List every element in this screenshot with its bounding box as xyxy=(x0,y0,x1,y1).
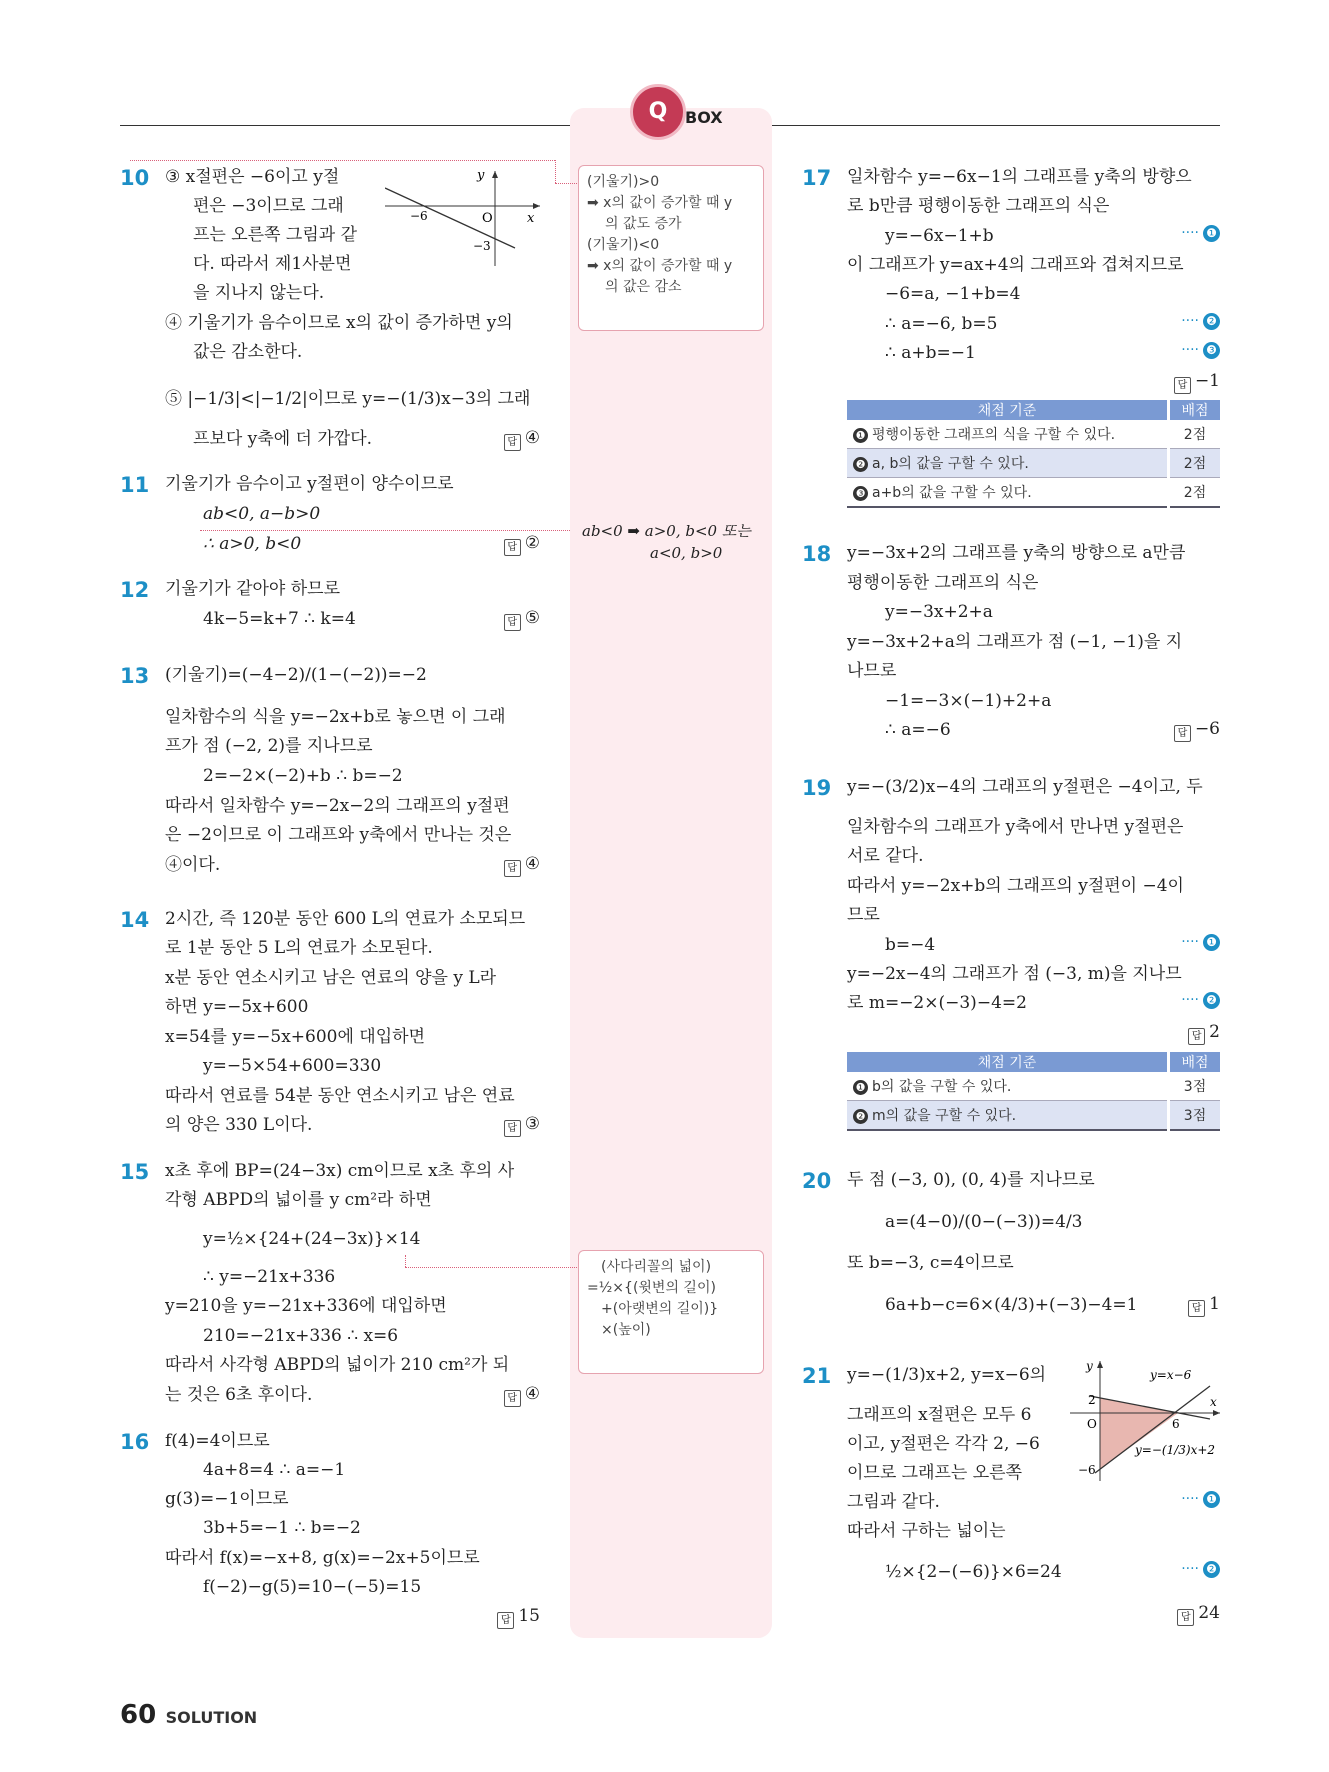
step-dots: ···· xyxy=(1181,1491,1199,1507)
answer-value: −6 xyxy=(1194,719,1220,739)
note-line: ➡ x의 값이 증가할 때 y xyxy=(587,258,733,274)
text-line: y=½×{24+(24−3x)}×14 xyxy=(203,1229,421,1249)
answer xyxy=(497,1606,540,1629)
step-circle: ❶ xyxy=(1203,1491,1220,1508)
origin-label: O xyxy=(1087,1417,1097,1431)
answer-icon: 답 xyxy=(1174,725,1191,742)
note-line: ab<0 ➡ a>0, b<0 또는 xyxy=(582,522,751,540)
text-line: x=54를 y=−5x+600에 대입하면 xyxy=(165,1027,425,1047)
note-line: (기울기)>0 xyxy=(587,174,660,190)
note-line: =½×{(윗변의 길이) xyxy=(587,1280,716,1296)
text-line: y=−2x−4의 그래프가 점 (−3, m)을 지나므 xyxy=(847,964,1182,984)
text-line: y=−3x+2의 그래프를 y축의 방향으로 a만큼 xyxy=(847,543,1186,563)
footer-brand: SOLUTION xyxy=(165,1708,258,1727)
problem-number: 21 xyxy=(802,1364,832,1388)
table-header: 채점 기준 xyxy=(847,400,1169,420)
text-line: 이고, y절편은 각각 2, −6 xyxy=(847,1434,1040,1454)
text-line: 다. 따라서 제1사분면 xyxy=(193,254,352,274)
answer-icon: 답 xyxy=(1177,1609,1194,1626)
axis-label-x: x xyxy=(527,211,535,226)
y-value-2: 2 xyxy=(1088,1393,1096,1407)
note-line: ×(높이) xyxy=(601,1322,651,1338)
text-line: 로 m=−2×(−3)−4=2 xyxy=(847,993,1027,1013)
qbox-note-trapezoid xyxy=(578,1250,764,1374)
text-line: 프보다 y축에 더 가깝다. xyxy=(193,429,373,449)
text-line: y=−3x+2+a xyxy=(885,602,993,622)
text-line: ④ 기울기가 음수이므로 x의 값이 증가하면 y의 xyxy=(165,313,513,333)
problem-number: 20 xyxy=(802,1169,832,1193)
answer xyxy=(1174,719,1220,742)
text-line: y=−5×54+600=330 xyxy=(203,1056,382,1076)
problem-number: 15 xyxy=(120,1160,150,1184)
answer xyxy=(504,428,540,451)
step-circle: ❷ xyxy=(1203,992,1220,1009)
note-line: a<0, b>0 xyxy=(650,544,723,562)
criterion-marker: ❸ xyxy=(853,486,868,501)
text-line: 따라서 연료를 54분 동안 연소시키고 남은 연료 xyxy=(165,1086,515,1106)
step-circle: ❷ xyxy=(1203,313,1220,330)
step-dots: ···· xyxy=(1181,342,1199,358)
step-marker xyxy=(1181,934,1220,951)
step-circle: ❸ xyxy=(1203,342,1220,359)
step-dots: ···· xyxy=(1181,992,1199,1008)
answer-value: 2 xyxy=(1209,1022,1220,1042)
note-line: +(아랫변의 길이)} xyxy=(601,1301,719,1317)
answer xyxy=(1188,1022,1220,1045)
connector xyxy=(130,160,555,161)
answer-value: ③ xyxy=(524,1114,540,1134)
scoring-table-19 xyxy=(847,1052,1220,1131)
points: 2점 xyxy=(1169,449,1221,478)
criterion-marker: ❷ xyxy=(853,1109,868,1124)
text-line: ⑤ |−1/3|<|−1/2|이므로 y=−(1/3)x−3의 그래 xyxy=(165,389,531,409)
problem-number: 18 xyxy=(802,542,832,566)
criterion xyxy=(847,420,1169,449)
problem-number: 14 xyxy=(120,908,150,932)
step-circle: ❶ xyxy=(1203,934,1220,951)
text-line: 따라서 구하는 넓이는 xyxy=(847,1521,1006,1541)
text-line: 따라서 일차함수 y=−2x−2의 그래프의 y절편 xyxy=(165,796,510,816)
step-marker xyxy=(1181,1561,1220,1578)
text-line: ∴ a=−6 xyxy=(885,720,951,740)
text-line: ∴ y=−21x+336 xyxy=(203,1267,336,1287)
text-line: ∴ a+b=−1 xyxy=(885,343,976,363)
text-line: y=−3x+2+a의 그래프가 점 (−1, −1)을 지 xyxy=(847,632,1183,652)
text-line: 두 점 (−3, 0), (0, 4)를 지나므로 xyxy=(847,1170,1095,1190)
text-line: 따라서 사각형 ABPD의 넓이가 210 cm²가 되 xyxy=(165,1355,510,1375)
text-line: 는 것은 6초 후이다. xyxy=(165,1385,313,1405)
answer-value: ④ xyxy=(524,1384,540,1404)
text-line: 일차함수의 그래프가 y축에서 만나면 y절편은 xyxy=(847,817,1184,837)
problem-number: 11 xyxy=(120,473,150,497)
note-line: (사다리꼴의 넓이) xyxy=(601,1259,712,1275)
x-intercept-label: −6 xyxy=(410,209,428,223)
step-dots: ···· xyxy=(1181,225,1199,241)
text-line: g(3)=−1이므로 xyxy=(165,1489,289,1509)
connector xyxy=(555,160,556,183)
text-line: 이 그래프가 y=ax+4의 그래프와 겹쳐지므로 xyxy=(847,255,1184,275)
qbox-note-sign xyxy=(582,520,751,564)
y-value-neg6: −6 xyxy=(1078,1463,1096,1477)
y-intercept-label: −3 xyxy=(473,239,491,253)
answer-icon: 답 xyxy=(1188,1028,1205,1045)
step-dots: ···· xyxy=(1181,934,1199,950)
scoring-table-17 xyxy=(847,400,1220,508)
text-line: 로 1분 동안 5 L의 연료가 소모된다. xyxy=(165,938,433,958)
connector xyxy=(555,183,577,184)
text-line: 평행이동한 그래프의 식은 xyxy=(847,573,1039,593)
graph-10 xyxy=(385,166,540,266)
line-label-2: y=−(1/3)x+2 xyxy=(1135,1443,1216,1457)
text-line: 3b+5=−1 ∴ b=−2 xyxy=(203,1518,361,1538)
text-line: 나므로 xyxy=(847,661,897,681)
text-line: 프가 점 (−2, 2)를 지나므로 xyxy=(165,736,373,756)
text-line: f(4)=4이므로 xyxy=(165,1431,270,1451)
answer-icon: 답 xyxy=(1174,377,1191,394)
text-line: 프는 오른쪽 그림과 같 xyxy=(193,225,358,245)
text-line: ab<0, a−b>0 xyxy=(203,504,321,524)
problem-number: 19 xyxy=(802,776,832,800)
answer-value: 24 xyxy=(1198,1603,1220,1623)
table-header: 채점 기준 xyxy=(847,1052,1169,1072)
qbox-label: BOX xyxy=(685,108,723,127)
criterion xyxy=(847,1072,1169,1101)
problem-number: 16 xyxy=(120,1430,150,1454)
text-line: 므로 xyxy=(847,905,880,925)
answer-value: 1 xyxy=(1209,1294,1220,1314)
answer-value: ④ xyxy=(524,854,540,874)
text-line: 로 b만큼 평행이동한 그래프의 식은 xyxy=(847,196,1110,216)
text-line: 하면 y=−5x+600 xyxy=(165,997,309,1017)
text-line: 기울기가 같아야 하므로 xyxy=(165,579,341,599)
line-label-1: y=x−6 xyxy=(1150,1368,1192,1382)
answer-icon: 답 xyxy=(497,1612,514,1629)
criterion-text: 평행이동한 그래프의 식을 구할 수 있다. xyxy=(872,427,1116,443)
text-line: ④이다. xyxy=(165,855,221,875)
answer-value: −1 xyxy=(1194,371,1220,391)
text-line: 또 b=−3, c=4이므로 xyxy=(847,1253,1014,1273)
text-line: 일차함수의 식을 y=−2x+b로 놓으면 이 그래 xyxy=(165,707,506,727)
step-marker xyxy=(1181,313,1220,330)
answer xyxy=(1174,371,1220,394)
answer-icon: 답 xyxy=(504,1390,521,1407)
text-line: a=(4−0)/(0−(−3))=4/3 xyxy=(885,1212,1083,1232)
text-line: 4k−5=k+7 ∴ k=4 xyxy=(203,609,356,629)
note-line: (기울기)<0 xyxy=(587,237,660,253)
answer-icon: 답 xyxy=(504,614,521,631)
criterion-text: a+b의 값을 구할 수 있다. xyxy=(872,485,1032,501)
points: 3점 xyxy=(1169,1072,1221,1101)
text-line: y=−6x−1+b xyxy=(885,226,994,246)
axis-label-y: y xyxy=(477,168,485,183)
step-marker xyxy=(1181,1491,1220,1508)
text-line: 2시간, 즉 120분 동안 600 L의 연료가 소모되므 xyxy=(165,909,526,929)
text-line: 2=−2×(−2)+b ∴ b=−2 xyxy=(203,766,403,786)
axis-label-x: x xyxy=(1210,1395,1217,1409)
page-footer xyxy=(120,1700,257,1730)
note-line: 의 값도 증가 xyxy=(605,216,682,232)
text-line: ½×{2−(−6)}×6=24 xyxy=(885,1562,1062,1582)
text-line: 그림과 같다. xyxy=(847,1492,940,1512)
criterion-text: a, b의 값을 구할 수 있다. xyxy=(872,456,1029,472)
problem-number: 17 xyxy=(802,166,832,190)
criterion xyxy=(847,449,1169,478)
step-dots: ···· xyxy=(1181,1561,1199,1577)
note-line: 의 값은 감소 xyxy=(605,279,682,295)
step-marker xyxy=(1181,342,1220,359)
text-line: 6a+b−c=6×(4/3)+(−3)−4=1 xyxy=(885,1295,1138,1315)
text-line: 4a+8=4 ∴ a=−1 xyxy=(203,1460,346,1480)
text-line: 을 지나지 않는다. xyxy=(193,283,325,303)
criterion-marker: ❶ xyxy=(853,1080,868,1095)
qbox-icon: Q xyxy=(648,99,668,124)
right-column xyxy=(802,166,1220,1636)
step-circle: ❶ xyxy=(1203,225,1220,242)
text-line: x분 동안 연소시키고 남은 연료의 양을 y L라 xyxy=(165,968,497,988)
points: 3점 xyxy=(1169,1101,1221,1131)
answer-icon: 답 xyxy=(1188,1300,1205,1317)
problem-number: 12 xyxy=(120,578,150,602)
text-line: 편은 −3이므로 그래 xyxy=(193,196,344,216)
criterion xyxy=(847,1101,1169,1131)
criterion-text: b의 값을 구할 수 있다. xyxy=(872,1079,1012,1095)
points: 2점 xyxy=(1169,478,1221,508)
problem-number: 10 xyxy=(120,166,150,190)
criterion-marker: ❶ xyxy=(853,428,868,443)
answer-icon: 답 xyxy=(504,539,521,556)
answer-icon: 답 xyxy=(504,434,521,451)
axis-label-y: y xyxy=(1086,1359,1093,1373)
step-dots: ···· xyxy=(1181,313,1199,329)
text-line: y=−(3/2)x−4의 그래프의 y절편은 −4이고, 두 xyxy=(847,777,1203,797)
qbox-sidebar xyxy=(570,108,772,1638)
answer-value: ④ xyxy=(524,428,540,448)
text-line: ∴ a=−6, b=5 xyxy=(885,314,998,334)
step-marker xyxy=(1181,992,1220,1009)
points: 2점 xyxy=(1169,420,1221,449)
answer xyxy=(504,533,540,556)
criterion-text: m의 값을 구할 수 있다. xyxy=(872,1108,1017,1124)
shaded-triangle xyxy=(1100,1398,1178,1469)
qbox-badge xyxy=(630,84,686,140)
answer-value: ⑤ xyxy=(524,608,540,628)
answer xyxy=(504,854,540,877)
text-line: 210=−21x+336 ∴ x=6 xyxy=(203,1326,399,1346)
answer-icon: 답 xyxy=(504,860,521,877)
left-column xyxy=(120,166,540,1626)
table-header: 배점 xyxy=(1169,1052,1221,1072)
criterion xyxy=(847,478,1169,508)
text-line: 은 −2이므로 이 그래프와 y축에서 만나는 것은 xyxy=(165,825,512,845)
qbox-note-slope xyxy=(578,165,764,331)
note-line: ➡ x의 값이 증가할 때 y xyxy=(587,195,733,211)
text-line: ∴ a>0, b<0 xyxy=(203,534,302,554)
text-line: ③ x절편은 −6이고 y절 xyxy=(165,167,340,187)
answer xyxy=(504,1384,540,1407)
text-line: 따라서 y=−2x+b의 그래프의 y절편이 −4이 xyxy=(847,876,1184,896)
step-circle: ❷ xyxy=(1203,1561,1220,1578)
text-line: b=−4 xyxy=(885,935,936,955)
table-header: 배점 xyxy=(1169,400,1221,420)
step-marker xyxy=(1181,225,1220,242)
answer xyxy=(1177,1603,1220,1626)
origin-label: O xyxy=(482,211,493,226)
text-line: −1=−3×(−1)+2+a xyxy=(885,691,1052,711)
text-line: 이므로 그래프는 오른쪽 xyxy=(847,1463,1023,1483)
text-line: x초 후에 BP=(24−3x) cm이므로 x초 후의 사 xyxy=(165,1161,515,1181)
text-line: 각형 ABPD의 넓이를 y cm²라 하면 xyxy=(165,1190,432,1210)
text-line: f(−2)−g(5)=10−(−5)=15 xyxy=(203,1577,422,1597)
text-line: y=−(1/3)x+2, y=x−6의 xyxy=(847,1365,1047,1385)
text-line: 일차함수 y=−6x−1의 그래프를 y축의 방향으 xyxy=(847,167,1192,187)
answer-value: 15 xyxy=(518,1606,540,1626)
text-line: −6=a, −1+b=4 xyxy=(885,284,1021,304)
page-number: 60 xyxy=(120,1700,157,1730)
text-line: 기울기가 음수이고 y절편이 양수이므로 xyxy=(165,474,454,494)
answer xyxy=(504,1114,540,1137)
text-line: 따라서 f(x)=−x+8, g(x)=−2x+5이므로 xyxy=(165,1548,480,1568)
text-line: 의 양은 330 L이다. xyxy=(165,1115,313,1135)
text-line: 값은 감소한다. xyxy=(193,342,303,362)
criterion-marker: ❷ xyxy=(853,457,868,472)
answer-value: ② xyxy=(524,533,540,553)
problem-number: 13 xyxy=(120,664,150,688)
text-line: (기울기)=(−4−2)/(1−(−2))=−2 xyxy=(165,665,427,685)
graph-21 xyxy=(1060,1356,1220,1481)
text-line: 그래프의 x절편은 모두 6 xyxy=(847,1405,1032,1425)
text-line: y=210을 y=−21x+336에 대입하면 xyxy=(165,1296,447,1316)
answer xyxy=(1188,1294,1220,1317)
x-value-6: 6 xyxy=(1172,1417,1180,1431)
answer-icon: 답 xyxy=(504,1120,521,1137)
text-line: 서로 같다. xyxy=(847,846,924,866)
answer xyxy=(504,608,540,631)
